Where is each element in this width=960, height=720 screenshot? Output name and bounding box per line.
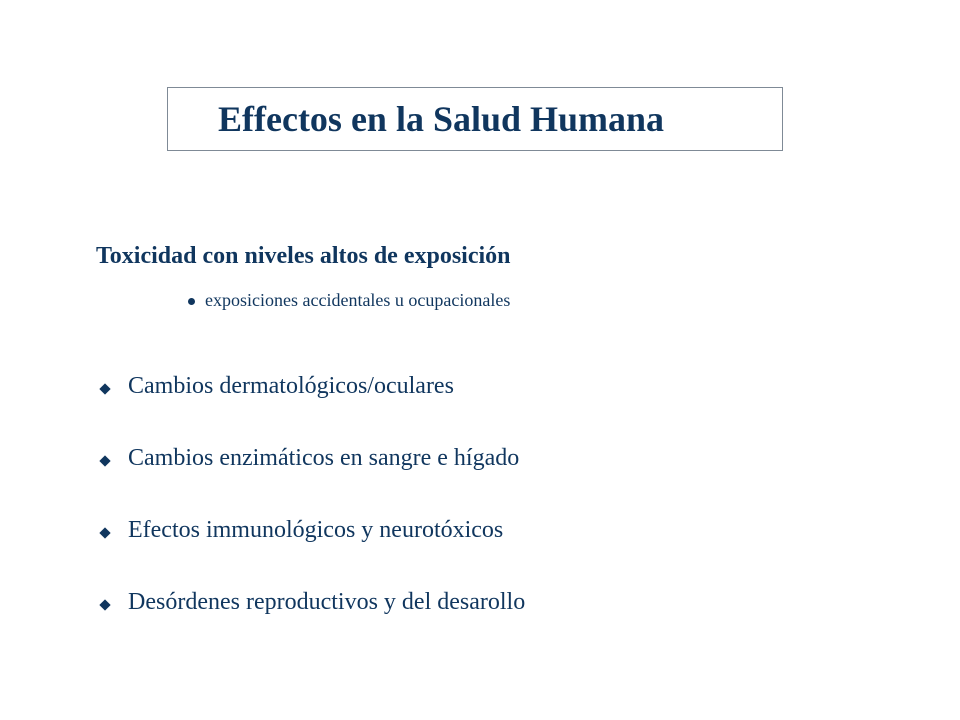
bullet-text: Efectos immunológicos y neurotóxicos: [128, 517, 504, 543]
title-box: [167, 87, 783, 151]
sub-item: [188, 290, 510, 311]
bullet-text: Cambios dermatológicos/oculares: [128, 373, 454, 399]
dot-icon: [188, 298, 195, 305]
bullet-item: [96, 589, 525, 661]
diamond-icon: [99, 455, 110, 466]
bullet-text: Desórdenes reproductivos y del desarollo: [128, 589, 526, 615]
sub-item-text: exposiciones accidentales u ocupacionales: [205, 290, 511, 310]
bullet-item: [96, 373, 525, 445]
diamond-icon: [99, 383, 110, 394]
diamond-icon: [99, 527, 110, 538]
slide-title: Effectos en la Salud Humana: [218, 99, 665, 139]
section-heading: Toxicidad con niveles altos de exposición: [96, 243, 511, 269]
bullet-item: [96, 517, 525, 589]
bullet-item: [96, 445, 525, 517]
diamond-icon: [99, 599, 110, 610]
bullet-list: [96, 373, 525, 661]
bullet-text: Cambios enzimáticos en sangre e hígado: [128, 445, 520, 471]
